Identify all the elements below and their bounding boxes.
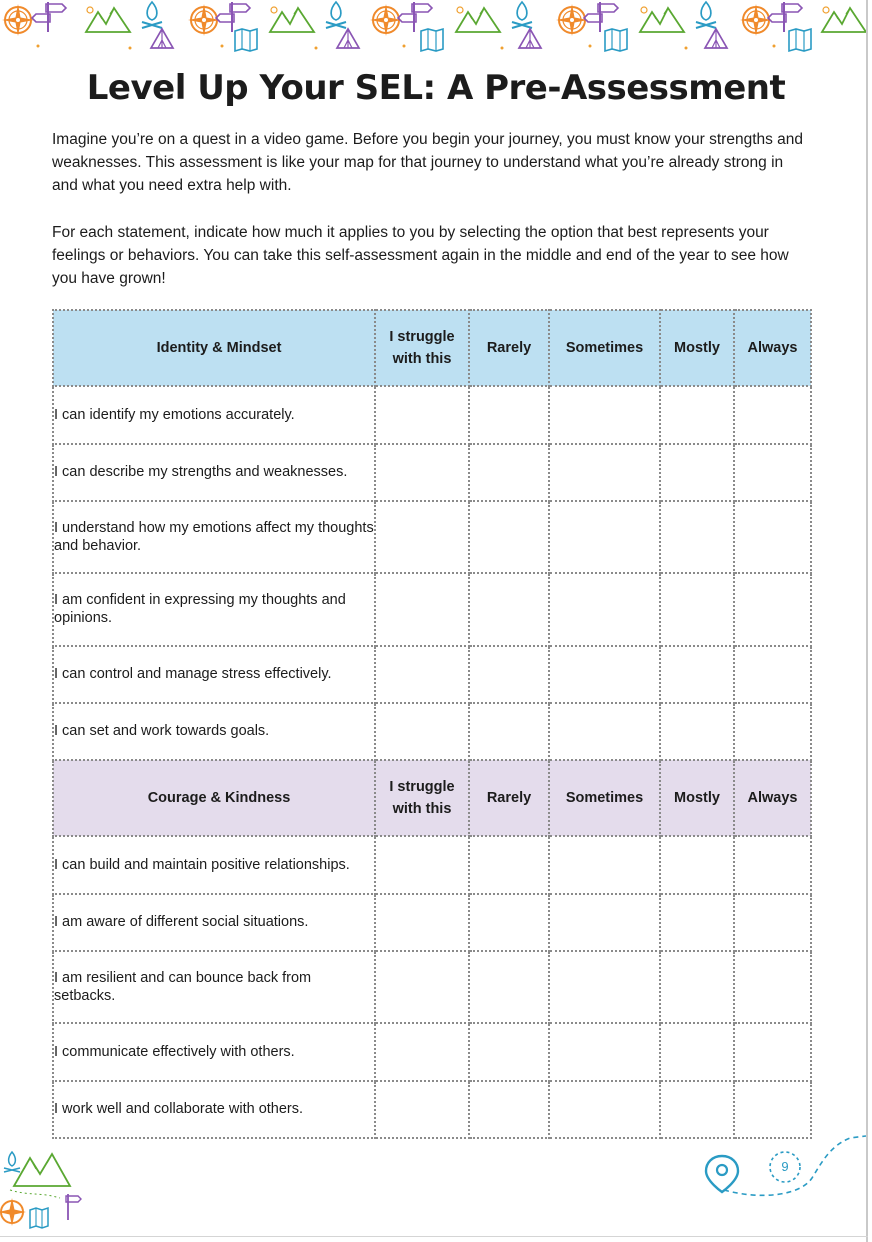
response-cell-mostly[interactable] (660, 1023, 734, 1080)
response-cell-struggle[interactable] (375, 1081, 469, 1138)
intro-paragraph-1: Imagine you’re on a quest in a video game. Before you begin your journey, you must know your strengths and weaknesses. This assessment is like your map for that journey to understand what you’re already strong in and what you need extra help with. (52, 131, 804, 194)
response-cell-mostly[interactable] (660, 501, 734, 573)
statement-text: I can identify my emotions accurately. (53, 386, 375, 443)
response-cell-sometimes[interactable] (549, 444, 660, 501)
response-cell-rarely[interactable] (469, 836, 549, 893)
response-cell-rarely[interactable] (469, 1023, 549, 1080)
scale-header-mostly: Mostly (660, 760, 734, 836)
section-title: Courage & Kindness (53, 760, 375, 836)
response-cell-rarely[interactable] (469, 1081, 549, 1138)
scale-header-always: Always (734, 310, 811, 386)
response-cell-always[interactable] (734, 573, 811, 645)
section-header-courage-kindness (53, 760, 811, 836)
response-cell-mostly[interactable] (660, 836, 734, 893)
compass-icon (0, 1198, 26, 1226)
response-cell-always[interactable] (734, 444, 811, 501)
response-cell-sometimes[interactable] (549, 1023, 660, 1080)
statement-row (53, 894, 811, 951)
statement-text: I understand how my emotions affect my thoughts and behavior. (53, 501, 375, 573)
response-cell-mostly[interactable] (660, 573, 734, 645)
mountains-icon (14, 1154, 70, 1186)
campfire-icon (4, 1152, 20, 1172)
response-cell-struggle[interactable] (375, 703, 469, 760)
response-cell-mostly[interactable] (660, 386, 734, 443)
statement-text: I am aware of different social situations. (53, 894, 375, 951)
statement-text: I am confident in expressing my thoughts and opinions. (53, 573, 375, 645)
statement-text: I communicate effectively with others. (53, 1023, 375, 1080)
page-edge (866, 0, 868, 1242)
response-cell-rarely[interactable] (469, 501, 549, 573)
top-adventure-border (0, 0, 866, 58)
response-cell-struggle[interactable] (375, 501, 469, 573)
response-cell-rarely[interactable] (469, 646, 549, 703)
response-cell-rarely[interactable] (469, 951, 549, 1023)
response-cell-mostly[interactable] (660, 703, 734, 760)
scale-header-mostly: Mostly (660, 310, 734, 386)
scale-header-sometimes: Sometimes (549, 760, 660, 836)
response-cell-always[interactable] (734, 501, 811, 573)
response-cell-sometimes[interactable] (549, 836, 660, 893)
statement-row (53, 501, 811, 573)
statement-text: I can describe my strengths and weaknesses. (53, 444, 375, 501)
map-icon (30, 1208, 48, 1228)
response-cell-mostly[interactable] (660, 951, 734, 1023)
response-cell-struggle[interactable] (375, 646, 469, 703)
response-cell-always[interactable] (734, 386, 811, 443)
statement-text: I can set and work towards goals. (53, 703, 375, 760)
response-cell-sometimes[interactable] (549, 646, 660, 703)
response-cell-struggle[interactable] (375, 573, 469, 645)
response-cell-struggle[interactable] (375, 836, 469, 893)
response-cell-rarely[interactable] (469, 444, 549, 501)
scale-header-struggle: I struggle with this (375, 310, 469, 386)
page-number: 9 (781, 1159, 789, 1174)
response-cell-sometimes[interactable] (549, 951, 660, 1023)
response-cell-rarely[interactable] (469, 386, 549, 443)
statement-row (53, 836, 811, 893)
section-title: Identity & Mindset (53, 310, 375, 386)
response-cell-rarely[interactable] (469, 894, 549, 951)
response-cell-rarely[interactable] (469, 703, 549, 760)
statement-text: I work well and collaborate with others. (53, 1081, 375, 1138)
response-cell-struggle[interactable] (375, 1023, 469, 1080)
statement-row (53, 573, 811, 645)
response-cell-sometimes[interactable] (549, 501, 660, 573)
statement-text: I am resilient and can bounce back from setbacks. (53, 951, 375, 1023)
statement-row (53, 444, 811, 501)
scale-header-rarely: Rarely (469, 760, 549, 836)
section-header-identity-mindset (53, 310, 811, 386)
statement-row (53, 703, 811, 760)
location-pin-icon (706, 1156, 738, 1192)
statement-row (53, 646, 811, 703)
intro-paragraph-2: For each statement, indicate how much it applies to you by selecting the option that best represents your feelings or behaviors. You can take this self-assessment again in the middle and end of the year to see how you have grown! (52, 224, 789, 287)
response-cell-struggle[interactable] (375, 894, 469, 951)
scale-header-rarely: Rarely (469, 310, 549, 386)
response-cell-mostly[interactable] (660, 444, 734, 501)
assessment-table (52, 309, 812, 1139)
response-cell-sometimes[interactable] (549, 703, 660, 760)
response-cell-always[interactable] (734, 894, 811, 951)
response-cell-mostly[interactable] (660, 646, 734, 703)
page-bottom-edge (0, 1236, 868, 1237)
response-cell-sometimes[interactable] (549, 894, 660, 951)
response-cell-always[interactable] (734, 951, 811, 1023)
response-cell-always[interactable] (734, 703, 811, 760)
statement-row (53, 1023, 811, 1080)
statement-text: I can control and manage stress effectively. (53, 646, 375, 703)
response-cell-struggle[interactable] (375, 444, 469, 501)
scale-header-sometimes: Sometimes (549, 310, 660, 386)
response-cell-sometimes[interactable] (549, 1081, 660, 1138)
response-cell-always[interactable] (734, 1023, 811, 1080)
response-cell-sometimes[interactable] (549, 386, 660, 443)
scale-header-struggle: I struggle with this (375, 760, 469, 836)
statement-row (53, 951, 811, 1023)
response-cell-mostly[interactable] (660, 894, 734, 951)
response-cell-struggle[interactable] (375, 386, 469, 443)
response-cell-sometimes[interactable] (549, 573, 660, 645)
statement-row (53, 386, 811, 443)
response-cell-struggle[interactable] (375, 951, 469, 1023)
corner-adventure-decoration (0, 1136, 86, 1236)
response-cell-always[interactable] (734, 836, 811, 893)
response-cell-rarely[interactable] (469, 573, 549, 645)
page-title: Level Up Your SEL: A Pre-Assessment (86, 68, 786, 108)
signpost-icon (66, 1194, 81, 1220)
statement-row (53, 1081, 811, 1138)
scale-header-always: Always (734, 760, 811, 836)
statement-text: I can build and maintain positive relationships. (53, 836, 375, 893)
response-cell-always[interactable] (734, 646, 811, 703)
